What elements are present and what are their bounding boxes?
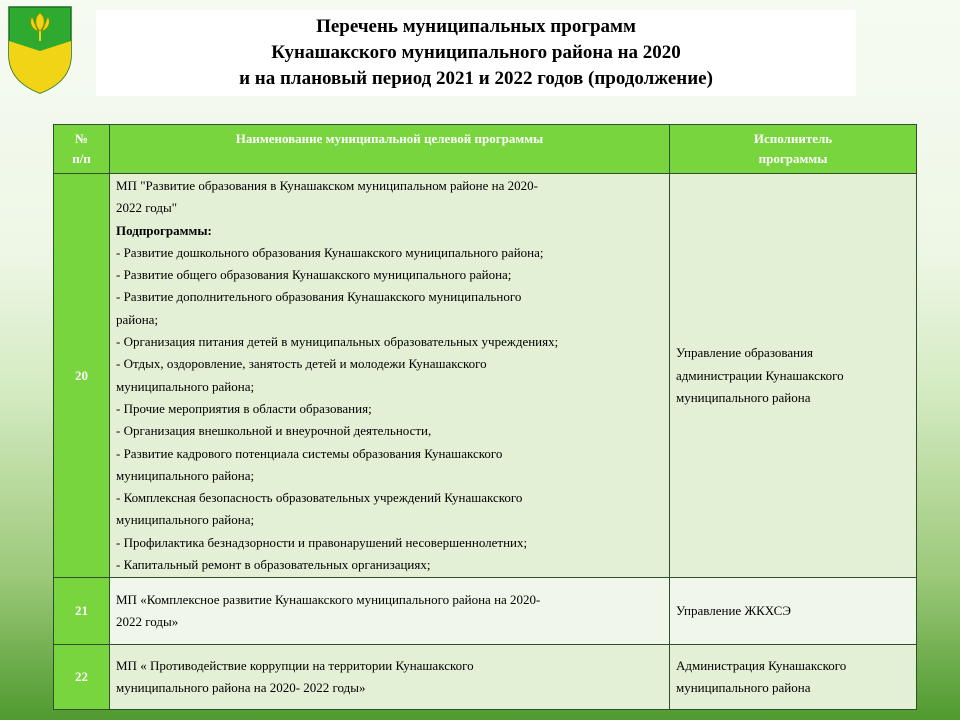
row-number: 21: [54, 578, 110, 645]
program-line: 2022 годы»: [116, 614, 179, 630]
subprogram-line: - Капитальный ремонт в образовательных организациях;: [116, 557, 431, 573]
subprogram-line: района;: [116, 311, 159, 327]
row-number: 22: [54, 645, 110, 710]
subprogram-line: - Комплексная безопасность образовательных учреждений Кунашакского: [116, 490, 523, 506]
header-program-name: Наименование муниципальной целевой программы: [110, 125, 670, 174]
executor-cell: [670, 174, 917, 578]
subprogram-line: - Развитие дошкольного образования Кунашакского муниципального района;: [116, 244, 544, 260]
table-row: [54, 645, 917, 710]
program-name-cell: [110, 174, 670, 578]
header-number-line-1: №: [74, 131, 89, 146]
program-line: МП « Противодействие коррупции на территории Кунашакского: [116, 658, 474, 674]
program-line: муниципального района на 2020- 2022 годы»: [116, 680, 366, 696]
subprograms-label: Подпрограммы:: [116, 222, 212, 238]
subprogram-line: - Профилактика безнадзорности и правонарушений несовершеннолетних;: [116, 534, 528, 550]
subprogram-line: муниципального района;: [116, 512, 255, 528]
table-header-row: [54, 125, 917, 174]
row-number: 20: [54, 174, 110, 578]
subprogram-line: - Организация питания детей в муниципальных образовательных учреждениях;: [116, 334, 559, 350]
program-name-cell: [110, 578, 670, 645]
subprogram-line: - Отдых, оздоровление, занятость детей и молодежи Кунашакского: [116, 356, 487, 372]
executor-line: муниципального района: [676, 680, 811, 696]
executor-line: муниципального района: [676, 389, 811, 405]
subprogram-line: муниципального района;: [116, 467, 255, 483]
executor-line: администрации Кунашакского: [676, 367, 844, 383]
executor-line: Управление образования: [676, 345, 814, 361]
table-row: [54, 174, 917, 578]
subprogram-line: муниципального района;: [116, 378, 255, 394]
page-title-line-3: и на плановый период 2021 и 2022 годов (продолжение): [239, 68, 713, 89]
coat-of-arms-icon: [5, 3, 75, 95]
subprogram-line: - Развитие кадрового потенциала системы образования Кунашакского: [116, 445, 503, 461]
program-line: МП "Развитие образования в Кунашакском муниципальном районе на 2020-: [116, 178, 538, 193]
header-number-line-2: п/п: [72, 151, 91, 166]
header-executor-line-2: программы: [758, 151, 828, 166]
executor-cell: [670, 645, 917, 710]
subprogram-line: - Прочие мероприятия в области образования;: [116, 400, 372, 416]
executor-line: Администрация Кунашакского: [676, 658, 847, 674]
page-title-line-2: Кунашакского муниципального района на 2020: [271, 42, 681, 63]
title-box: [96, 10, 856, 96]
header-executor: [670, 125, 917, 174]
subprogram-line: - Развитие общего образования Кунашакского муниципального района;: [116, 267, 512, 283]
executor-cell: [670, 578, 917, 645]
header-executor-line-1: Исполнитель: [753, 131, 833, 146]
programs-table: [53, 124, 917, 710]
subprogram-line: - Развитие дополнительного образования Кунашакского муниципального: [116, 289, 522, 305]
program-line: 2022 годы": [116, 200, 178, 216]
program-name-cell: [110, 645, 670, 710]
subprogram-line: - Организация внешкольной и внеурочной деятельности,: [116, 423, 432, 439]
program-line: МП «Комплексное развитие Кунашакского муниципального района на 2020-: [116, 592, 541, 608]
page-title-line-1: Перечень муниципальных программ: [316, 16, 636, 37]
header-number: [54, 125, 110, 174]
table-row: [54, 578, 917, 645]
executor-line: Управление ЖКХСЭ: [676, 603, 791, 619]
